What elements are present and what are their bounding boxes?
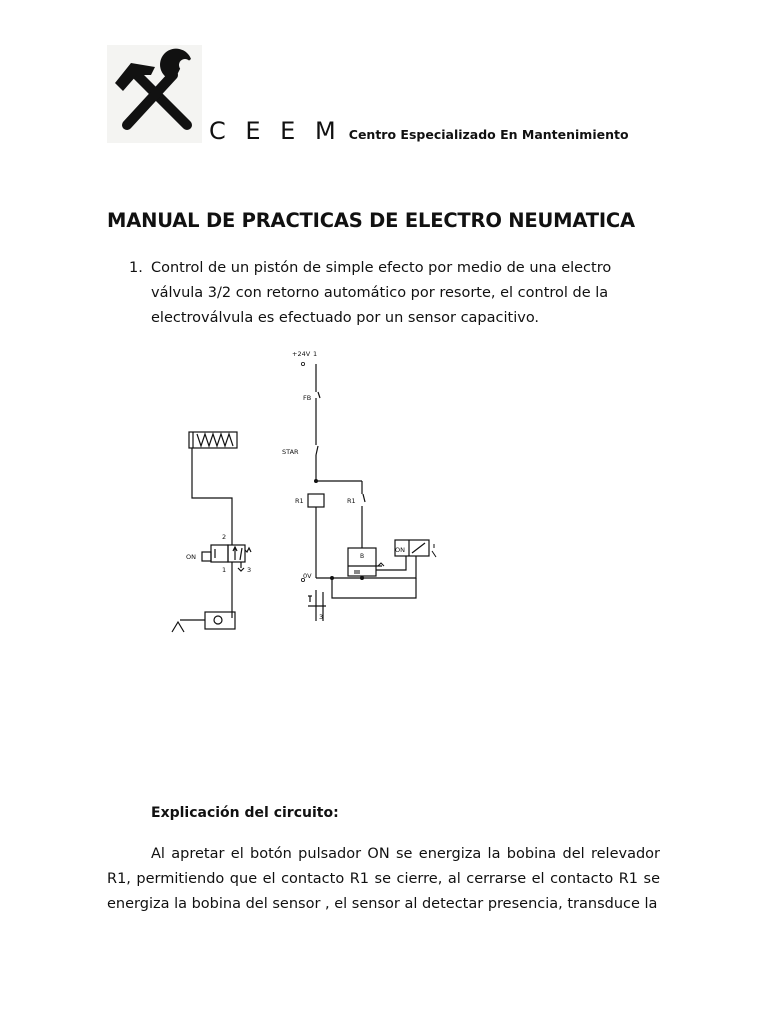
- document-title: MANUAL DE PRACTICAS DE ELECTRO NEUMATICA: [107, 209, 635, 232]
- valve-on-label: ON: [186, 553, 196, 561]
- start-label: STAR: [282, 448, 299, 456]
- node1-label: 1: [313, 350, 318, 358]
- port1-label: 1: [222, 566, 227, 574]
- supply-label: +24V: [292, 350, 311, 358]
- brand-name: Centro Especializado En Mantenimiento: [348, 127, 629, 142]
- sensor-symbol: B: [360, 553, 365, 560]
- list-item-number: 1.: [129, 260, 143, 276]
- fb-label: FB: [303, 394, 312, 402]
- list-item: [129, 256, 649, 331]
- company-logo: [107, 45, 202, 143]
- node3-label: 3: [319, 613, 324, 621]
- circuit-diagram: [160, 340, 460, 640]
- brand-acronym: C E E M: [209, 117, 342, 145]
- explanation-heading: Explicación del circuito:: [151, 805, 339, 821]
- hammer-wrench-icon: [107, 45, 202, 143]
- list-item-text: Control de un pistón de simple efecto por medio de una electro válvula 3/2 con retorno automático por resorte, el control de la electroválvula es efectuado por un sensor capacitivo.: [151, 260, 612, 326]
- r1-contact-label: R1: [347, 497, 356, 505]
- explanation-paragraph: Al apretar el botón pulsador ON se energiza la bobina del relevador R1, permitiendo que el contacto R1 se cierre, al cerrarse el contacto R1 se energiza la bobina del sensor , el sensor al detectar presencia, transduce la: [107, 846, 660, 912]
- zero-volt-label: 0V: [303, 572, 312, 580]
- port3-label: 3: [247, 566, 252, 574]
- brand-heading: [209, 117, 629, 145]
- r1-coil-label: R1: [295, 497, 304, 505]
- on-coil-label: ON: [395, 546, 405, 554]
- port2-label: 2: [222, 533, 227, 541]
